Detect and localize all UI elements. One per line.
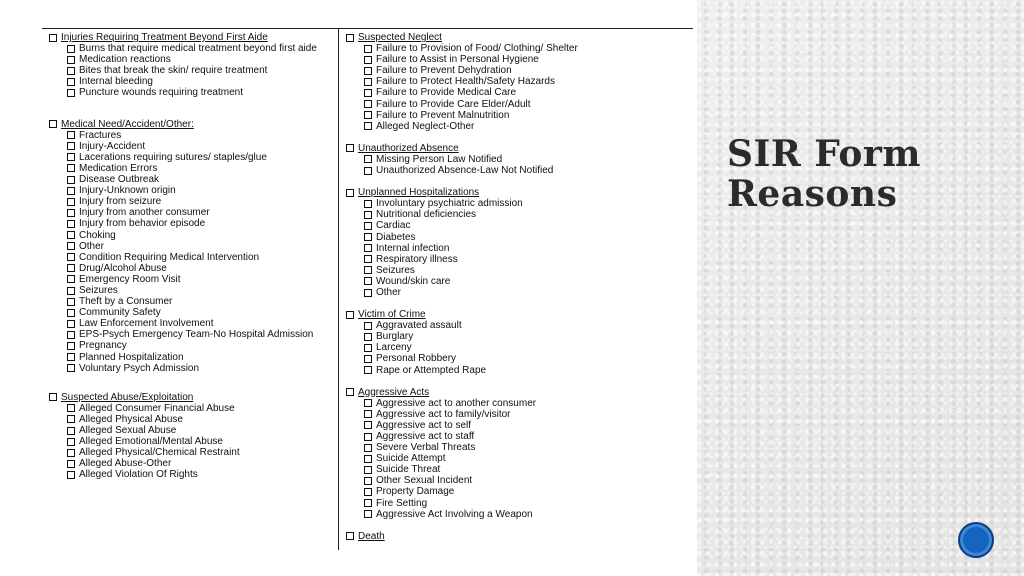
form-item-label: Other — [79, 240, 105, 252]
form-item-label: Failure to Protect Health/Safety Hazards — [376, 76, 555, 88]
form-column-divider — [338, 29, 339, 550]
form-item-label: Condition Requiring Medical Intervention — [79, 251, 260, 263]
form-item — [49, 329, 334, 340]
form-item — [49, 340, 334, 351]
checkbox-icon — [364, 233, 372, 241]
form-item — [346, 442, 691, 453]
slide-title-line-1: SIR Form — [727, 133, 921, 175]
checkbox-icon — [364, 466, 372, 474]
form-top-rule — [42, 28, 693, 29]
form-item-label: Lacerations requiring sutures/ staples/glue — [79, 151, 267, 163]
checkbox-icon — [67, 309, 75, 317]
form-item-label: Burglary — [376, 331, 414, 343]
form-item-label: Burns that require medical treatment beyond first aide — [79, 43, 317, 55]
form-item — [49, 207, 334, 218]
form-item — [49, 230, 334, 241]
form-item — [346, 409, 691, 420]
section-title: Aggressive Acts — [358, 386, 430, 398]
form-item — [49, 241, 334, 252]
checkbox-icon — [346, 388, 354, 396]
form-item-label: Alleged Consumer Financial Abuse — [79, 402, 235, 414]
checkbox-icon — [364, 477, 372, 485]
checkbox-icon — [364, 455, 372, 463]
form-item — [346, 121, 691, 132]
form-item-label: Drug/Alcohol Abuse — [79, 262, 167, 274]
form-item-label: Failure to Prevent Dehydration — [376, 65, 512, 77]
checkbox-icon — [346, 311, 354, 319]
checkbox-icon — [364, 433, 372, 441]
form-item-label: Other Sexual Incident — [376, 475, 473, 487]
section-title: Unplanned Hospitalizations — [358, 187, 480, 199]
form-item-label: Failure to Prevent Malnutrition — [376, 109, 510, 121]
form-item-label: Wound/skin care — [376, 275, 451, 287]
form-right-column — [346, 32, 691, 542]
checkbox-icon — [364, 244, 372, 252]
section-title: Medical Need/Accident/Other: — [61, 118, 194, 130]
form-section — [49, 119, 334, 374]
checkbox-icon — [67, 471, 75, 479]
checkbox-icon — [67, 253, 75, 261]
form-item-label: Choking — [79, 229, 116, 241]
form-item-label: Failure to Assist in Personal Hygiene — [376, 54, 539, 66]
form-item-label: Injury from seizure — [79, 196, 162, 208]
form-item-label: Injury from another consumer — [79, 207, 210, 219]
form-item — [49, 285, 334, 296]
checkbox-icon — [346, 144, 354, 152]
form-item-label: Respiratory illness — [376, 253, 458, 265]
checkbox-icon — [67, 56, 75, 64]
form-section — [49, 32, 334, 99]
form-item — [49, 458, 334, 469]
form-item — [49, 252, 334, 263]
form-item — [49, 76, 334, 87]
form-item — [49, 363, 334, 374]
form-item — [346, 76, 691, 87]
form-item — [49, 274, 334, 285]
form-item — [49, 307, 334, 318]
checkbox-icon — [67, 142, 75, 150]
form-item — [346, 276, 691, 287]
form-item-label: Failure to Provide Care Elder/Adult — [376, 98, 531, 110]
checkbox-icon — [67, 264, 75, 272]
form-section — [346, 143, 691, 176]
checkbox-icon — [364, 366, 372, 374]
form-item-label: Unauthorized Absence-Law Not Notified — [376, 165, 554, 177]
form-item-label: Aggravated assault — [376, 320, 462, 332]
form-item — [346, 232, 691, 243]
form-item — [346, 486, 691, 497]
form-item — [49, 43, 334, 54]
checkbox-icon — [364, 344, 372, 352]
form-item — [346, 87, 691, 98]
checkbox-icon — [67, 287, 75, 295]
form-item-label: Missing Person Law Notified — [376, 153, 503, 165]
slide-nav-button[interactable] — [958, 522, 994, 558]
checkbox-icon — [67, 45, 75, 53]
form-item — [346, 464, 691, 475]
form-item-label: Rape or Attempted Rape — [376, 364, 487, 376]
checkbox-icon — [67, 415, 75, 423]
form-item — [49, 318, 334, 329]
form-item — [346, 509, 691, 520]
form-item-label: Law Enforcement Involvement — [79, 318, 214, 330]
form-item-label: Medication Errors — [79, 162, 158, 174]
form-item — [346, 54, 691, 65]
form-item — [346, 43, 691, 54]
checkbox-icon — [49, 393, 57, 401]
checkbox-icon — [364, 67, 372, 75]
checkbox-icon — [67, 187, 75, 195]
form-left-column — [49, 32, 334, 480]
checkbox-icon — [364, 410, 372, 418]
section-title: Injuries Requiring Treatment Beyond First Aide — [61, 32, 268, 43]
form-item-label: Alleged Sexual Abuse — [79, 425, 177, 436]
checkbox-icon — [49, 120, 57, 128]
form-item — [346, 420, 691, 431]
section-header — [49, 392, 334, 403]
checkbox-icon — [67, 449, 75, 457]
form-item-label: Seizures — [376, 264, 415, 276]
form-item-label: Medication reactions — [79, 54, 171, 66]
checkbox-icon — [364, 266, 372, 274]
form-section — [346, 32, 691, 132]
form-item-label: Personal Robbery — [376, 353, 457, 365]
checkbox-icon — [67, 209, 75, 217]
checkbox-icon — [67, 164, 75, 172]
section-title: Death — [358, 530, 385, 542]
form-item — [346, 475, 691, 486]
form-item-label: Failure to Provision of Food/ Clothing/ Shelter — [376, 43, 578, 55]
section-title: Victim of Crime — [358, 309, 426, 321]
form-item — [49, 469, 334, 480]
form-item-label: Community Safety — [79, 307, 161, 319]
section-header — [346, 143, 691, 154]
section-header — [346, 32, 691, 43]
checkbox-icon — [346, 34, 354, 42]
form-item — [346, 165, 691, 176]
form-item — [346, 154, 691, 165]
checkbox-icon — [364, 421, 372, 429]
checkbox-icon — [67, 427, 75, 435]
form-item-label: Other — [376, 286, 402, 298]
checkbox-icon — [364, 100, 372, 108]
form-section — [346, 531, 691, 542]
checkbox-icon — [364, 167, 372, 175]
form-item-label: Planned Hospitalization — [79, 351, 184, 363]
form-item — [346, 99, 691, 110]
form-item — [49, 414, 334, 425]
slide-title — [727, 134, 987, 214]
form-item — [49, 130, 334, 141]
section-title: Unauthorized Absence — [358, 142, 459, 154]
form-item-label: Aggressive act to family/visitor — [376, 408, 511, 420]
checkbox-icon — [364, 111, 372, 119]
checkbox-icon — [67, 231, 75, 239]
checkbox-icon — [67, 220, 75, 228]
form-item — [49, 152, 334, 163]
checkbox-icon — [67, 198, 75, 206]
section-title: Suspected Neglect — [358, 32, 442, 43]
form-item — [346, 498, 691, 509]
form-item — [49, 141, 334, 152]
checkbox-icon — [364, 78, 372, 86]
checkbox-icon — [364, 277, 372, 285]
form-item — [49, 218, 334, 229]
form-item — [346, 198, 691, 209]
form-item — [346, 110, 691, 121]
form-item — [346, 209, 691, 220]
checkbox-icon — [364, 222, 372, 230]
form-item — [49, 65, 334, 76]
checkbox-icon — [67, 275, 75, 283]
checkbox-icon — [364, 488, 372, 496]
form-item-label: Suicide Threat — [376, 464, 441, 476]
form-item — [346, 320, 691, 331]
section-header — [346, 387, 691, 398]
form-section — [346, 187, 691, 298]
form-item-label: Alleged Abuse-Other — [79, 458, 172, 470]
form-item-label: Puncture wounds requiring treatment — [79, 87, 243, 99]
form-item-label: Injury-Accident — [79, 140, 146, 152]
form-item-label: Seizures — [79, 284, 118, 296]
form-item — [49, 185, 334, 196]
checkbox-icon — [67, 298, 75, 306]
form-item-label: Suicide Attempt — [376, 453, 446, 465]
checkbox-icon — [346, 189, 354, 197]
checkbox-icon — [364, 399, 372, 407]
form-item-label: Aggressive act to another consumer — [376, 397, 537, 409]
form-item-label: Alleged Physical/Chemical Restraint — [79, 447, 240, 459]
form-item-label: Larceny — [376, 342, 412, 354]
form-item-label: Injury from behavior episode — [79, 218, 206, 230]
form-section — [346, 309, 691, 376]
form-item-label: Aggressive act to staff — [376, 431, 475, 442]
checkbox-icon — [67, 353, 75, 361]
form-section — [346, 387, 691, 520]
form-item-label: Internal infection — [376, 242, 450, 254]
form-item — [49, 425, 334, 436]
checkbox-icon — [364, 499, 372, 507]
form-item — [346, 243, 691, 254]
form-item-label: EPS-Psych Emergency Team-No Hospital Admission — [79, 329, 314, 341]
checkbox-icon — [67, 320, 75, 328]
section-header — [346, 531, 691, 542]
form-item-label: Bites that break the skin/ require treatment — [79, 65, 268, 77]
form-item — [346, 331, 691, 342]
form-item — [49, 87, 334, 98]
form-item-label: Property Damage — [376, 486, 455, 498]
checkbox-icon — [67, 364, 75, 372]
checkbox-icon — [67, 131, 75, 139]
checkbox-icon — [364, 45, 372, 53]
checkbox-icon — [67, 89, 75, 97]
checkbox-icon — [364, 333, 372, 341]
slide-title-line-2: Reasons — [727, 173, 898, 215]
checkbox-icon — [364, 355, 372, 363]
form-item — [49, 352, 334, 363]
form-item — [346, 353, 691, 364]
form-item-label: Nutritional deficiencies — [376, 209, 477, 221]
form-item — [49, 436, 334, 447]
form-item — [346, 265, 691, 276]
checkbox-icon — [364, 444, 372, 452]
form-item-label: Pregnancy — [79, 340, 127, 352]
checkbox-icon — [67, 67, 75, 75]
form-item-label: Alleged Physical Abuse — [79, 413, 183, 425]
form-item-label: Alleged Neglect-Other — [376, 120, 475, 132]
checkbox-icon — [67, 438, 75, 446]
form-item — [346, 431, 691, 442]
form-item-label: Alleged Emotional/Mental Abuse — [79, 436, 223, 448]
checkbox-icon — [67, 176, 75, 184]
form-item-label: Severe Verbal Threats — [376, 442, 476, 454]
form-item-label: Emergency Room Visit — [79, 273, 181, 285]
section-header — [346, 187, 691, 198]
checkbox-icon — [67, 242, 75, 250]
checkbox-icon — [364, 322, 372, 330]
form-item-label: Internal bleeding — [79, 76, 153, 88]
checkbox-icon — [67, 342, 75, 350]
form-item-label: Aggressive act to self — [376, 419, 472, 431]
form-item — [346, 398, 691, 409]
checkbox-icon — [364, 155, 372, 163]
checkbox-icon — [67, 153, 75, 161]
checkbox-icon — [346, 532, 354, 540]
section-header — [49, 32, 334, 43]
form-item — [346, 65, 691, 76]
checkbox-icon — [364, 200, 372, 208]
form-item — [346, 287, 691, 298]
form-item-label: Injury-Unknown origin — [79, 185, 176, 197]
checkbox-icon — [364, 122, 372, 130]
checkbox-icon — [67, 460, 75, 468]
checkbox-icon — [364, 211, 372, 219]
form-item-label: Alleged Violation Of Rights — [79, 469, 198, 481]
form-item — [49, 196, 334, 207]
checkbox-icon — [364, 56, 372, 64]
form-item — [346, 365, 691, 376]
checkbox-icon — [364, 510, 372, 518]
checkbox-icon — [67, 78, 75, 86]
section-header — [346, 309, 691, 320]
form-item — [49, 296, 334, 307]
form-item-label: Fractures — [79, 129, 122, 141]
form-item — [49, 447, 334, 458]
form-item-label: Diabetes — [376, 231, 416, 243]
section-title: Suspected Abuse/Exploitation — [61, 391, 194, 403]
form-item-label: Failure to Provide Medical Care — [376, 87, 517, 99]
form-item-label: Theft by a Consumer — [79, 296, 173, 308]
checkbox-icon — [364, 89, 372, 97]
form-item-label: Disease Outbreak — [79, 174, 160, 186]
form-section — [49, 392, 334, 481]
checkbox-icon — [364, 289, 372, 297]
form-item — [346, 342, 691, 353]
form-item — [346, 453, 691, 464]
section-header — [49, 119, 334, 130]
form-item — [49, 263, 334, 274]
form-item-label: Voluntary Psych Admission — [79, 362, 200, 374]
form-item — [346, 220, 691, 231]
form-item — [49, 403, 334, 414]
form-item-label: Cardiac — [376, 220, 411, 232]
form-item — [49, 174, 334, 185]
checkbox-icon — [67, 331, 75, 339]
form-item — [49, 163, 334, 174]
checkbox-icon — [49, 34, 57, 42]
checkbox-icon — [67, 404, 75, 412]
textured-side-panel — [697, 0, 1024, 576]
form-item-label: Involuntary psychiatric admission — [376, 198, 523, 210]
form-item-label: Aggressive Act Involving a Weapon — [376, 508, 533, 520]
checkbox-icon — [364, 255, 372, 263]
form-item — [49, 54, 334, 65]
form-item-label: Fire Setting — [376, 497, 428, 509]
form-item — [346, 254, 691, 265]
